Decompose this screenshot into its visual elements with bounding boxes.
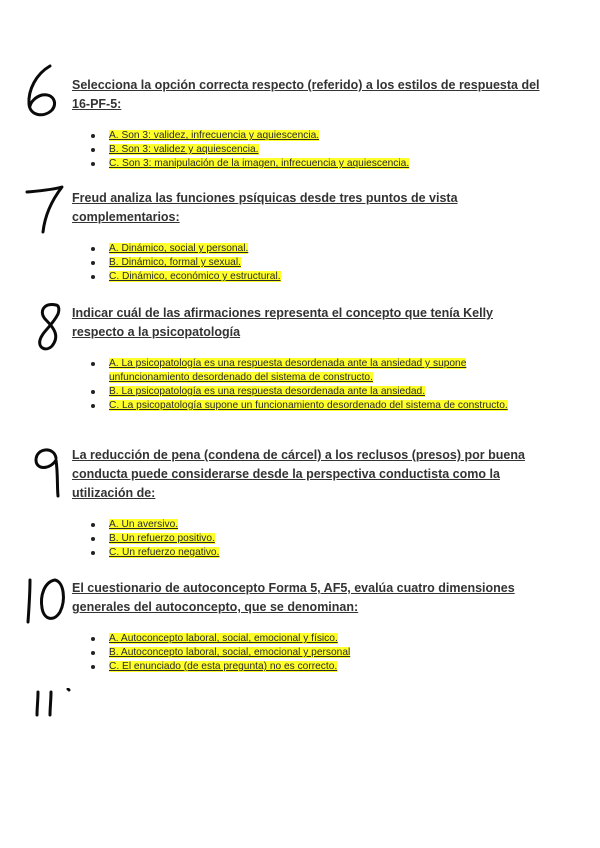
option-7a: A. Dinámico, social y personal. bbox=[72, 242, 542, 256]
option-7c: C. Dinámico, económico y estructural. bbox=[72, 270, 542, 284]
option-6c: C. Son 3: manipulación de la imagen, infrecuencia y aquiescencia. bbox=[72, 157, 542, 171]
question-9-options bbox=[72, 518, 542, 560]
question-6-text: Selecciona la opción correcta respecto (referido) a los estilos de respuesta del 16-PF-5: bbox=[72, 78, 540, 111]
option-6b: B. Son 3: validez y aquiescencia. bbox=[72, 143, 542, 157]
option-9b: B. Un refuerzo positivo. bbox=[72, 532, 542, 546]
question-7-options bbox=[72, 242, 542, 284]
option-6a: A. Son 3: validez, infrecuencia y aquiescencia. bbox=[72, 129, 542, 143]
question-10 bbox=[72, 579, 542, 674]
question-7-text: Freud analiza las funciones psíquicas desde tres puntos de vista complementarios: bbox=[72, 191, 458, 224]
option-9a: A. Un aversivo. bbox=[72, 518, 542, 532]
option-10c: C. El enunciado (de esta pregunta) no es correcto. bbox=[72, 660, 542, 674]
option-8c: C. La psicopatología supone un funcionamiento desordenado del sistema de constructo. bbox=[72, 399, 542, 413]
option-10a: A. Autoconcepto laboral, social, emocional y físico. bbox=[72, 632, 542, 646]
question-6-options bbox=[72, 129, 542, 171]
option-10b: B. Autoconcepto laboral, social, emocional y personal bbox=[72, 646, 542, 660]
question-8 bbox=[72, 304, 542, 413]
handwritten-number-9 bbox=[28, 440, 73, 500]
option-8a: A. La psicopatología es una respuesta desordenada ante la ansiedad y supone unfuncionamiento desordenado del sistema de constructo. bbox=[72, 357, 542, 385]
question-10-text: El cuestionario de autoconcepto Forma 5, AF5, evalúa cuatro dimensiones generales del autoconcepto, que se denominan: bbox=[72, 581, 515, 614]
question-8-text: Indicar cuál de las afirmaciones representa el concepto que tenía Kelly respecto a la psicopatología bbox=[72, 306, 493, 339]
question-9-text: La reducción de pena (condena de cárcel) a los reclusos (presos) por buena conducta puede considerarse desde la perspectiva conductista como la utilización de: bbox=[72, 448, 525, 500]
option-9c: C. Un refuerzo negativo. bbox=[72, 546, 542, 560]
question-7 bbox=[72, 189, 542, 284]
question-9 bbox=[72, 446, 542, 560]
handwritten-number-11 bbox=[32, 688, 77, 718]
option-7b: B. Dinámico, formal y sexual. bbox=[72, 256, 542, 270]
question-6 bbox=[72, 76, 542, 171]
handwritten-number-10 bbox=[22, 572, 72, 627]
handwritten-number-6 bbox=[20, 62, 65, 122]
question-10-options bbox=[72, 632, 542, 674]
question-8-options bbox=[72, 357, 542, 413]
handwritten-number-8 bbox=[28, 300, 68, 355]
option-8b: B. La psicopatología es una respuesta desordenada ante la ansiedad. bbox=[72, 385, 542, 399]
handwritten-number-7 bbox=[22, 182, 67, 237]
